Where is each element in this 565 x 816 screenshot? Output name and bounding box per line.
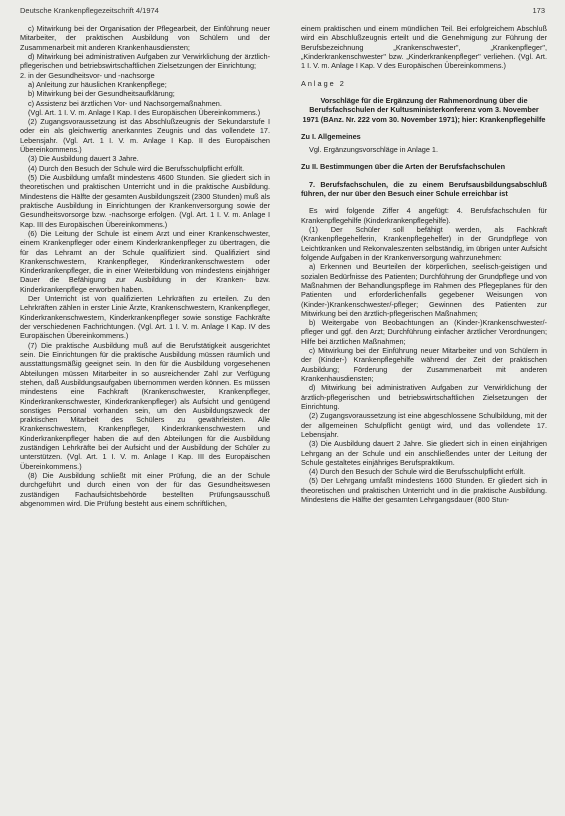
paragraph: d) Mitwirkung bei administrativen Aufgaben zur Verwirklichung der ärztlich-pflegerischen und betriebswirtschaftlichen Zielsetzungen der Einrichtung. [301, 383, 547, 411]
paragraph: (7) Die praktische Ausbildung muß auf die Berufstätigkeit ausgerichtet sein. Die Einrichtungen für die praktische Ausbildung müssen räumlich und ausstattungsmäßig geeignet sein. In den für die Ausbildung vorgesehenen Abteilungen müssen Mitarbeiter in so ausreichender Zahl zur Verfügung stehen, daß Ausbildungsaufgaben übernommen werden können. Es müssen mindestens eine Fachkraft (Krankenschwester, Krankenpfleger, Kinderkrankenschwester, Kinderkrankenpfleger) als Aufsicht und genügend sonstiges Personal vorhanden sein, um den Ausbildungszweck der praktischen Mitarbeit des Schülers zu gewährleisten. Alle Krankenschwestern, Krankenpfleger, Kinderkrankenschwestern und Kinderkrankenpfleger haben die auf den Abteilungen für die Ausbildung zuständigen Lehrkräfte bei der Aufsicht und der Ausbildung der Schüler zu unterstützen. (Vgl. Art. 1 I. V. m. Anlage I Kap. III des Europäischen Übereinkommens.) [20, 340, 270, 471]
paragraph: (5) Der Lehrgang umfaßt mindestens 1600 Stunden. Er gliedert sich in theoretischen und praktischen Unterricht und in die praktische Ausbildung. Mindestens die Hälfte der gesamten Lehrgangsdauer (800 Stun- [301, 476, 547, 505]
subsection-heading: Zu II. Bestimmungen über die Arten der Berufsfachschulen [301, 162, 506, 172]
paragraph: (4) Durch den Besuch der Schule wird die Berufsschulpflicht erfüllt. [28, 163, 245, 173]
subsection-heading: Zu I. Allgemeines [301, 131, 361, 141]
paragraph: d) Mitwirkung bei administrativen Aufgaben zur Verwirklichung der ärztlich-pflegerischen und betriebswirtschaftlichen Zielsetzungen der Einrichtung; [20, 51, 270, 71]
right-column [301, 24, 547, 504]
paragraph: (4) Durch den Besuch der Schule wird die Berufsschulpflicht erfüllt. [309, 467, 526, 477]
journal-title: Deutsche Krankenpflegezeitschrift 4/1974 [20, 6, 159, 15]
section-title: Vorschläge für die Ergänzung der Rahmenordnung über die Berufsfachschulen der Kultusministerkonferenz vom 3. November 1971 (BAnz. Nr. 222 vom 30. November 1971); hier: Krankenpflegehilfe [302, 95, 546, 124]
paragraph: c) Mitwirkung bei der Einführung neuer Mitarbeiter und von Schülern in der (Kinder-) Krankenpflegehilfe während der Zeit der praktischen Ausbildung; Förderung der Zusammenarbeit mit anderen Krankenhausdiensten; [301, 346, 547, 383]
left-column [20, 24, 270, 508]
paragraph: b) Weitergabe von Beobachtungen an (Kinder-)Krankenschwester/-pfleger und ggf. den Arzt; Durchführung einfacher ärztlicher Verordnungen; Hilfe bei ärztlichen Maßnahmen; [301, 318, 547, 346]
paragraph: c) Mitwirkung bei der Organisation der Pflegearbeit, der Einführung neuer Mitarbeiter, der praktischen Ausbildung von Schülern und der Zusammenarbeit mit anderen Krankenhausdiensten; [20, 24, 270, 52]
paragraph: (Vgl. Art. 1 I. V. m. Anlage I Kap. I des Europäischen Übereinkommens.) [28, 107, 261, 117]
paragraph: Vgl. Ergänzungsvorschläge in Anlage 1. [309, 145, 438, 155]
paragraph: 2. in der Gesundheitsvor- und -nachsorge [20, 70, 155, 80]
paragraph: (8) Die Ausbildung schließt mit einer Prüfung, die an der Schule durchgeführt und durch einen von der für das Gesundheitswesen zuständigen Fachaufsichtsbehörde bestellten Prüfungsausschuß abgenommen wird. Die Prüfung besteht aus einem schriftlichen, [20, 471, 270, 508]
paragraph: a) Anleitung zur häuslichen Krankenpflege; [28, 79, 167, 89]
appendix-label: Anlage 2 [301, 78, 346, 88]
paragraph: (2) Zugangsvoraussetzung ist das Abschlußzeugnis der Sekundarstufe I oder ein als gleichwertig anerkanntes Zeugnis und das vollendete 17. Lebensjahr. (Vgl. Art. 1 I. V. m. Anlage I Kap. II des Europäischen Übereinkommens.) [20, 117, 270, 155]
paragraph: c) Assistenz bei ärztlichen Vor- und Nachsorgemaßnahmen. [28, 98, 222, 108]
paragraph: (3) Die Ausbildung dauert 2 Jahre. Sie gliedert sich in einen einjährigen Lehrgang an der Schule und ein anschließendes unter der Leitung der Schule gestaltetes einjähriges Berufspraktikum. [301, 439, 547, 467]
paragraph: einem praktischen und einem mündlichen Teil. Bei erfolgreichem Abschluß wird ein Abschlußzeugnis erteilt und die Genehmigung zur Führung der Berufsbezeichnung „Krankenschwester", „Krankenpfleger", „Kinderkrankenschwester" bzw. „Kinderkrankenpfleger" verliehen. (Vgl. Art. 1 I. V. m. Anlage I Kap. V des Europäischen Übereinkommens.) [301, 24, 547, 71]
running-header [20, 6, 545, 18]
paragraph: Der Unterricht ist von qualifizierten Lehrkräften zu erteilen. Zu den Lehrkräften zählen in erster Linie Ärzte, Krankenschwestern, Krankenpfleger, Kinderkrankenschwestern, Kinderkrankenpfleger sowie sonstige Fachkräfte der verschiedenen Fachrichtungen. (Vgl. Art. 1 I. V. m. Anlage I Kap. IV des Europäischen Übereinkommens.) [20, 294, 270, 341]
paragraph: (6) Die Leitung der Schule ist einem Arzt und einer Krankenschwester, einem Krankenpfleger oder einem Kinderkrankenpfleger zu übertragen, die für das Lehramt an der Schule qualifiziert sind. Qualifiziert sind Krankenschwestern, Krankenpfleger, Kinderkrankenschwestern oder Kinderkrankenpfleger, die in einer Weiterbildung von mindestens einjähriger Dauer die Befähigung zur Ausbildung in der Kranken- bzw. Kinderkrankenpflege erworben haben. [20, 228, 270, 294]
paragraph: (1) Der Schüler soll befähigt werden, als Fachkraft (Krankenpflegehelferin, Krankenpflegehelfer) in der Grundpflege von Leichtkranken und Rekonvaleszenten selbständig, im übrigen unter Aufsicht folgende Aufgaben in der Krankenversorgung wahrzunehmen: [301, 225, 547, 262]
page-number: 173 [532, 6, 545, 15]
paragraph: a) Erkennen und Beurteilen der körperlichen, seelisch-geistigen und sozialen Bedürfnisse des Patienten; Durchführung der Grundpflege und von Maßnahmen der Behandlungspflege im Rahmen des Pflegeplanes für den Patienten und erforderlichenfalls gegebener Weisungen von (Kinder-)Krankenschwester/-pfleger; Gewinnen des Patienten zur Mitwirkung bei den ärztlich-pflegerischen Maßnahmen; [301, 262, 547, 318]
paragraph: (2) Zugangsvoraussetzung ist eine abgeschlossene Schulbildung, mit der der allgemeinen Schulpflicht genügt wird, und das vollendete 17. Lebensjahr. [301, 411, 547, 439]
paragraph: (3) Die Ausbildung dauert 3 Jahre. [28, 154, 139, 164]
paragraph: Es wird folgende Ziffer 4 angefügt: 4. Berufsfachschulen für Krankenpflegehilfe (Kinderkrankenpflegehilfe). [301, 206, 547, 225]
paragraph: b) Mitwirkung bei der Gesundheitsaufklärung; [28, 89, 175, 99]
subsection-heading: 7. Berufsfachschulen, die zu einem Berufsausbildungsabschluß führen, der nur über den Besuch einer Schule erreichbar ist [301, 179, 547, 199]
paragraph: (5) Die Ausbildung umfaßt mindestens 4600 Stunden. Sie gliedert sich in theoretischen und praktischen Unterricht und in die praktische Ausbildung. Mindestens die Hälfte der gesamten Ausbildungszeit (2300 Stunden) muß als praktische Ausbildung in Einrichtungen der Krankenversorgung sowie der Gesundheitsvorsorge bzw. -nachsorge erfolgen. (Vgl. Art. 1 I. V. m. Anlage I Kap. III des Europäischen Übereinkommens.) [20, 173, 270, 229]
